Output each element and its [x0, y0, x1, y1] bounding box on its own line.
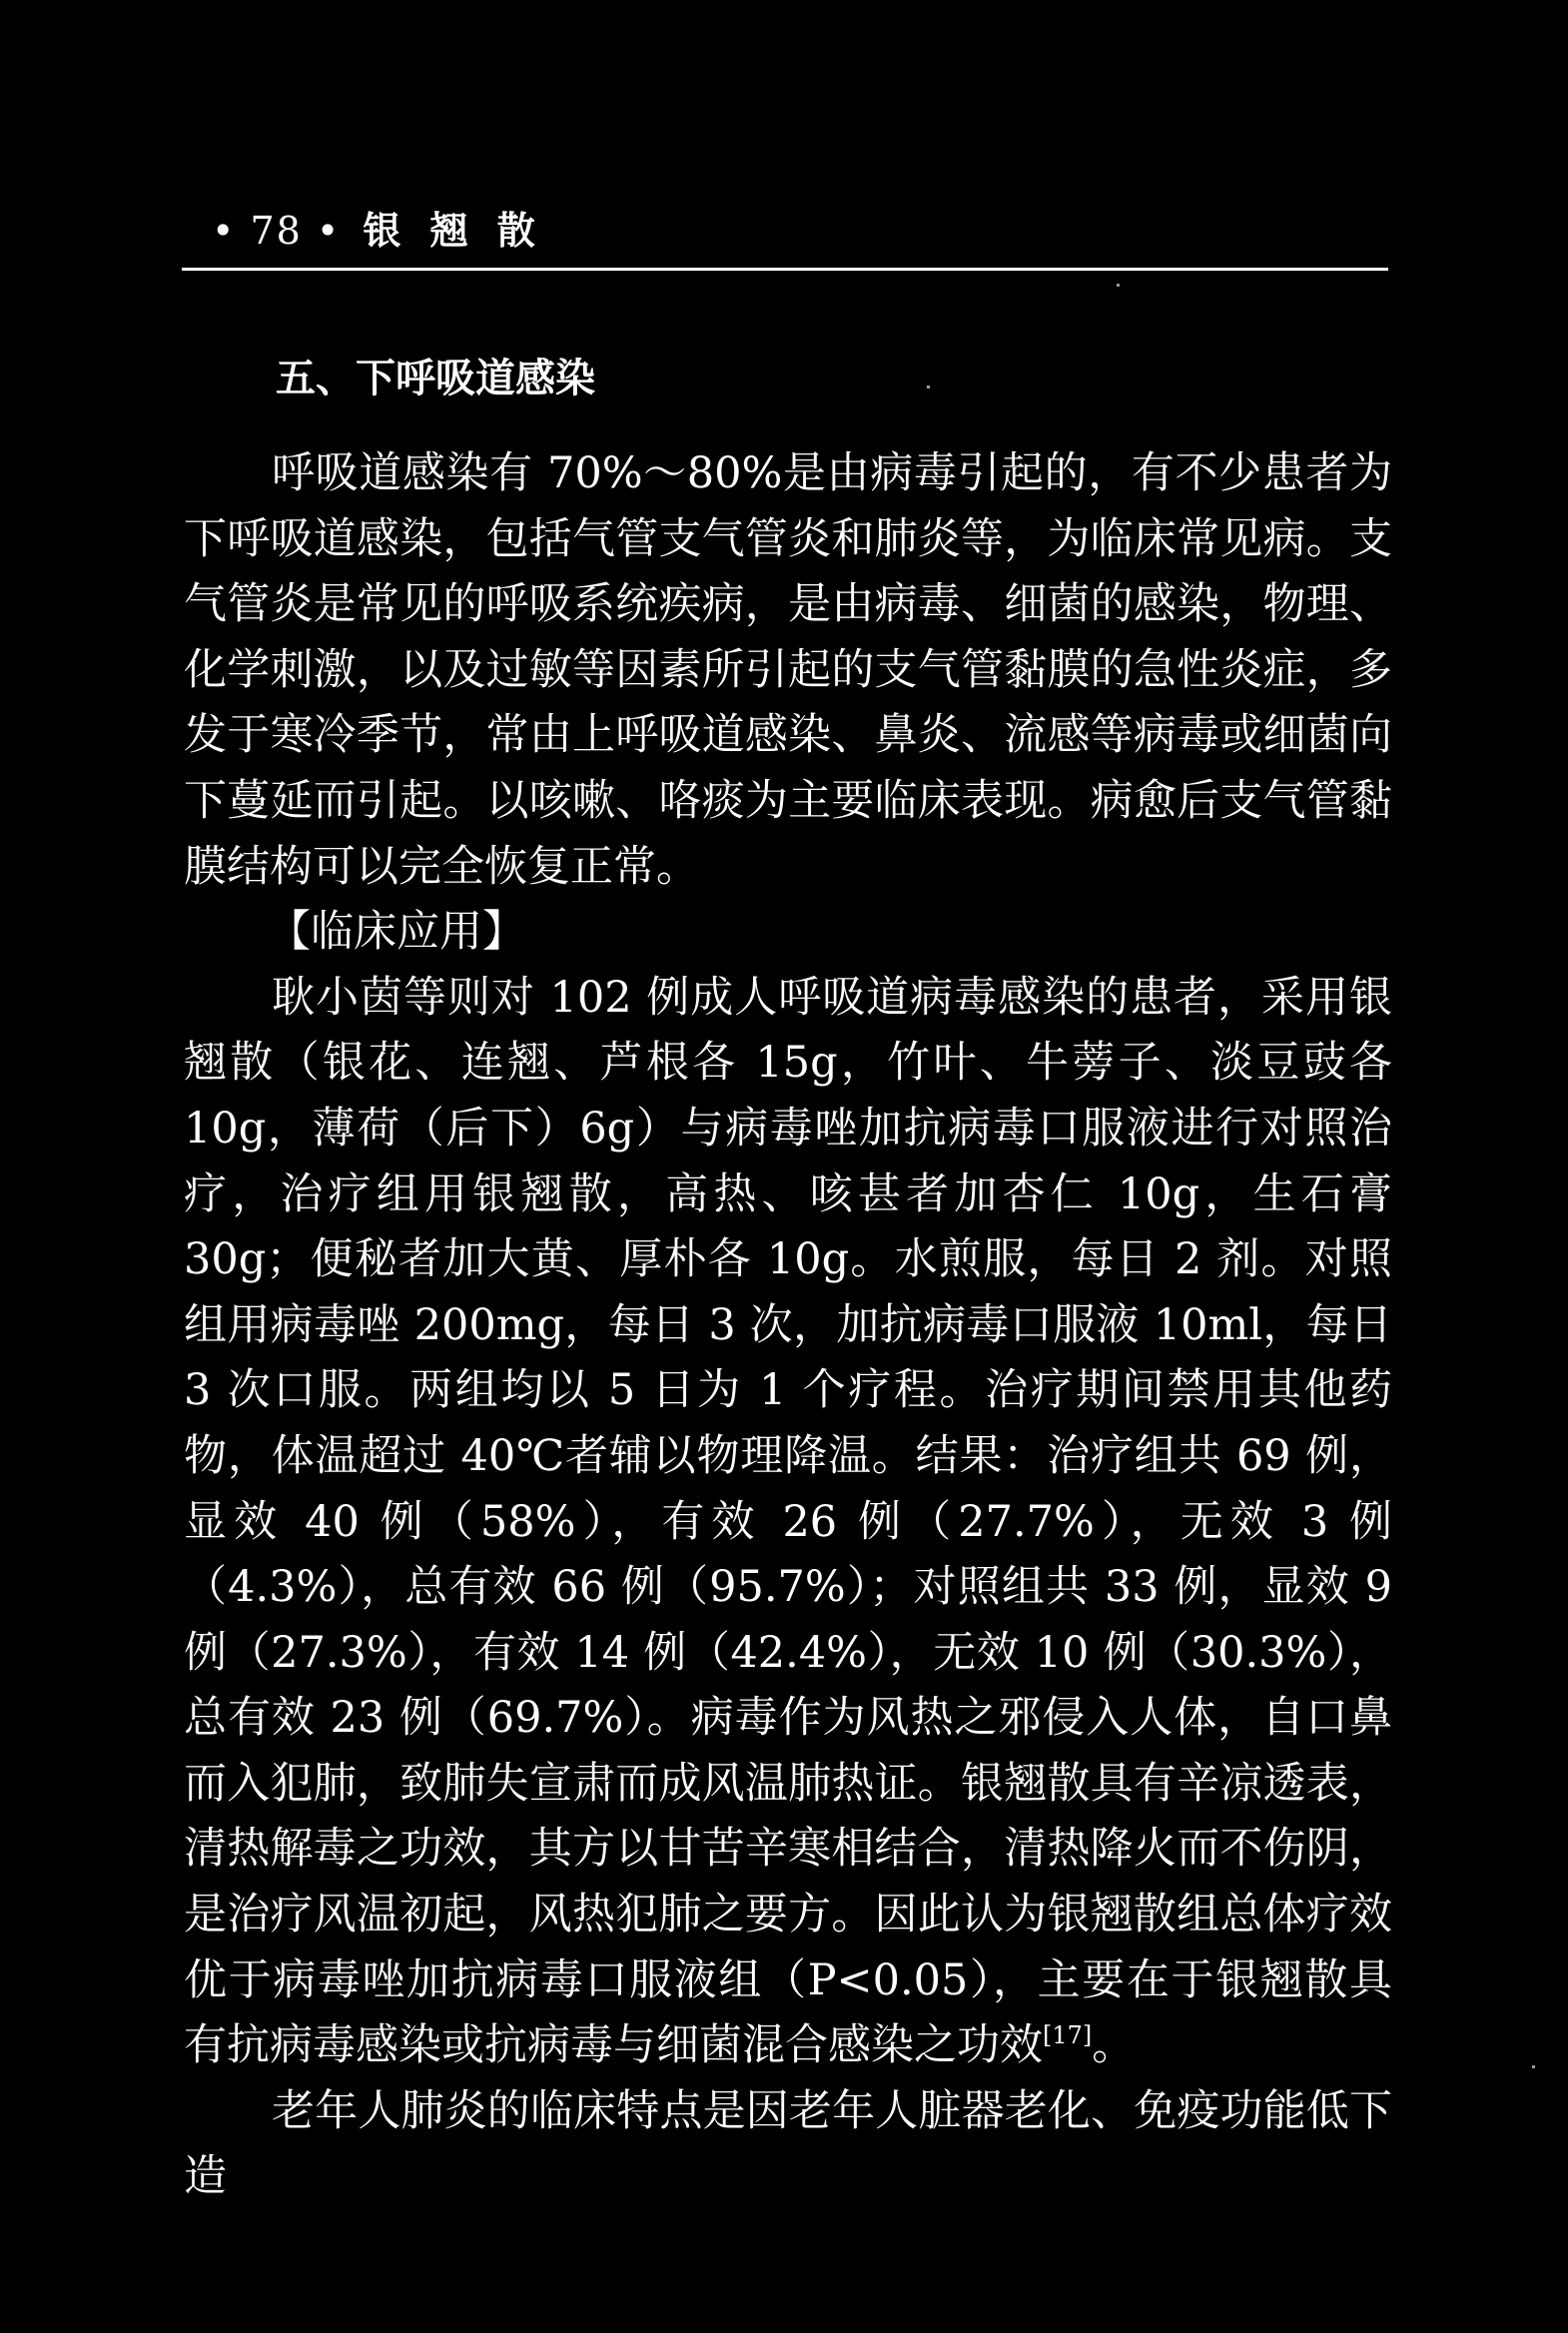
scan-speck [1117, 284, 1120, 287]
body-text [184, 441, 1392, 2210]
scan-speck [927, 386, 930, 389]
citation-marker: [17] [1043, 2021, 1093, 2050]
running-head [212, 206, 543, 256]
paragraph-elderly-pneumonia: 老年人肺炎的临床特点是因老年人脏器老化、免疫功能低下造 [184, 2085, 1392, 2202]
section-heading: 五、下呼吸道感染 [276, 356, 595, 401]
book-title: 银 翘 散 [363, 208, 543, 253]
page-number: • 78 • [212, 209, 342, 253]
clinical-study-text: 耿小茵等则对 102 例成人呼吸道病毒感染的患者，采用银翘散（银花、连翘、芦根各 15g，竹叶、牛蒡子、淡豆豉各 10g，薄荷（后下）6g）与病毒唑加抗病毒口服液进行对照治疗，治疗组用银翘散，高热、咳甚者加杏仁 10g，生石膏 30g；便秘者加大黄、厚朴各 10g。水煎服，每日 2 剂。对照组用病毒唑 200mg，每日 3 次，加抗病毒口服液 10ml，每日 3 次口服。两组均以 5 日为 1 个疗程。治疗期间禁用其他药物，体温超过 40℃者辅以物理降温。结果：治疗组共 69 例，显效 40 例（58%），有效 26 例（27.7%），无效 3 例（4.3%），总有效 66 例（95.7%）；对照组共 33 例，显效 9 例（27.3%），有效 14 例（42.4%），无效 10 例（30.3%），总有效 23 例（69.7%）。病毒作为风热之邪侵入人体，自口鼻而入犯肺，致肺失宣肃而成风温肺热证。银翘散具有辛凉透表，清热解毒之功效，其方以甘苦辛寒相结合，清热降火而不伤阴，是治疗风温初起，风热犯肺之要方。因此认为银翘散组总体疗效优于病毒唑加抗病毒口服液组（P<0.05），主要在于银翘散具有抗病毒感染或抗病毒与细菌混合感染之功效 [184, 972, 1392, 2071]
paragraph-intro: 呼吸道感染有 70%～80%是由病毒引起的，有不少患者为下呼吸道感染，包括气管支气管炎和肺炎等，为临床常见病。支气管炎是常见的呼吸系统疾病，是由病毒、细菌的感染，物理、化学刺激，以及过敏等因素所引起的支气管黏膜的急性炎症，多发于寒冷季节，常由上呼吸道感染、鼻炎、流感等病毒或细菌向下蔓延而引起。以咳嗽、咯痰为主要临床表现。病愈后支气管黏膜结构可以完全恢复正常。 [184, 448, 1392, 892]
clinical-application-label: 【临床应用】 [268, 907, 525, 958]
paragraph-clinical-study [184, 966, 1392, 2079]
header-rule [182, 268, 1388, 271]
clinical-study-end: 。 [1092, 2020, 1136, 2071]
scan-speck [1532, 2065, 1535, 2068]
